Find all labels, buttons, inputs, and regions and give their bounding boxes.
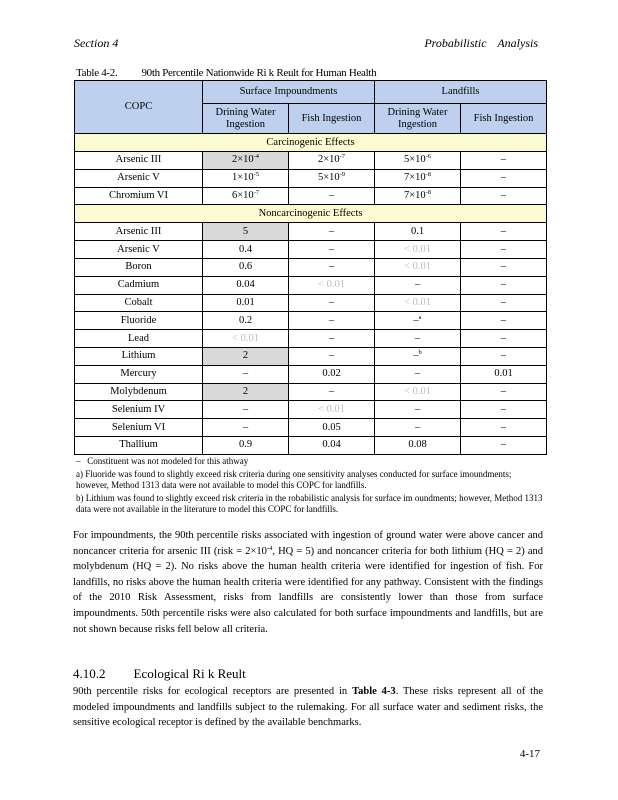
value-cell: < 0.01 [203,330,289,348]
table-row [75,383,547,401]
value-cell: – [289,294,375,312]
column-header: Drining Water Ingestion [375,104,461,134]
copc-cell: Chromium VI [75,187,203,205]
column-header: Drining Water Ingestion [203,104,289,134]
copc-cell: Selenium IV [75,401,203,419]
landfills-header: Landfills [375,81,547,104]
value-cell: – [461,187,547,205]
value-cell: 0.08 [375,436,461,454]
section-row-header: Noncarcinogenic Effects [75,205,547,223]
value-cell: 5 [203,223,289,241]
value-cell: – [375,276,461,294]
copc-cell: Selenium VI [75,419,203,437]
value-cell: $1\times 10^{-5}$ [203,169,289,187]
copc-cell: Arsenic V [75,241,203,259]
table-row [75,276,547,294]
value-cell: < 0.01 [289,276,375,294]
value-cell: – [375,330,461,348]
copc-cell: Boron [75,258,203,276]
value-cell: – [289,258,375,276]
value-cell: 2 [203,347,289,365]
value-cell: < 0.01 [289,401,375,419]
table-row [75,294,547,312]
value-cell: 0.4 [203,241,289,259]
copc-cell: Molybdenum [75,383,203,401]
value-cell: – [461,401,547,419]
value-cell: 0.01 [203,294,289,312]
value-cell: –$^b$ [375,347,461,365]
value-cell: < 0.01 [375,383,461,401]
value-cell: – [375,401,461,419]
value-cell: 0.01 [461,365,547,383]
table-row [75,312,547,330]
copc-cell: Mercury [75,365,203,383]
section-heading: 4.10.2 Ecological Ri k Reult [73,666,246,681]
note-a: a) Fluoride was found to slightly exceed risk criteria during one sensitivity analyses conducted for surface imoundments; however, Method 1313 data were not available to model this COPC for landfills. [76,468,512,490]
table-reference-link: Table 4-3 [352,686,396,697]
table-row [75,330,547,348]
copc-cell: Fluoride [75,312,203,330]
table-title: 90th Percentile Nationwide Ri k Reult for Human Health [141,67,377,79]
value-cell: 0.05 [289,419,375,437]
value-cell: – [461,169,547,187]
value-cell: – [461,330,547,348]
value-cell: – [461,436,547,454]
value-cell: – [461,223,547,241]
value-cell: $2\times 10^{-4}$ [203,152,289,170]
note-b: b) Lithium was found to slightly exceed risk criteria in the robabilistic analysis for surface im oundments; however, Method 1313 data were not available in the literature to model this COPC for landfills. [76,492,543,514]
value-cell: – [289,383,375,401]
value-cell: $2\times 10^{-7}$ [289,152,375,170]
copc-cell: Arsenic V [75,169,203,187]
human-health-paragraph: For impoundments, the 90th percentile risks associated with ingestion of ground water were above cancer and noncancer criteria for arsenic III (risk = $2\times 10^{-4}$, HQ = 5) and noncancer criteria for both lithium (HQ = 2) and molybdenum (HQ = 2). No risks above the human health criteria were identified for ingestion of fish. For landfills, no risks above the human health criteria were identified for any pathway. Consistent with the findings of the 2010 Risk Assessment, risks from landfills are consistently lower than those from surface impoundments. 50th percentile risks were also calculated for both surface impoundments and landfills, but are not shown because risks fell below all criteria. [73,530,543,635]
table-caption [76,67,400,79]
copc-cell: Lead [75,330,203,348]
table-notes [76,456,546,517]
value-cell: – [289,312,375,330]
table-row [75,258,547,276]
copc-cell: Thallium [75,436,203,454]
value-cell: – [461,258,547,276]
value-cell: $5\times 10^{-6}$ [375,152,461,170]
value-cell: – [461,419,547,437]
running-header-section: Section 4 [74,36,119,50]
column-header: Fish Ingestion [289,104,375,134]
value-cell: – [461,276,547,294]
note-not-modeled: – Constituent was not modeled for this athway [76,456,249,466]
value-cell: 2 [203,383,289,401]
table-row [75,241,547,259]
value-cell: 0.2 [203,312,289,330]
value-cell: – [203,401,289,419]
value-cell: – [203,419,289,437]
table-row [75,436,547,454]
value-cell: 0.1 [375,223,461,241]
copc-cell: Lithium [75,347,203,365]
copc-cell: Arsenic III [75,223,203,241]
copc-header: COPC [75,81,203,134]
value-cell: – [461,312,547,330]
value-cell: 0.02 [289,365,375,383]
table-row [75,152,547,170]
value-cell: 0.9 [203,436,289,454]
copc-cell: Cadmium [75,276,203,294]
value-cell: – [289,241,375,259]
table-row [75,419,547,437]
value-cell: < 0.01 [375,294,461,312]
value-cell: $6\times 10^{-7}$ [203,187,289,205]
value-cell: 0.04 [203,276,289,294]
page-number: 4-17 [519,748,540,760]
value-cell: – [289,347,375,365]
risk-results-table [74,80,547,455]
table-row [75,169,547,187]
copc-cell: Arsenic III [75,152,203,170]
value-cell: –$^a$ [375,312,461,330]
column-header: Fish Ingestion [461,104,547,134]
value-cell: – [461,347,547,365]
value-cell: – [289,330,375,348]
value-cell: 0.04 [289,436,375,454]
table-row [75,365,547,383]
value-cell: < 0.01 [375,241,461,259]
table-row [75,401,547,419]
value-cell: $7\times 10^{-8}$ [375,169,461,187]
copc-cell: Cobalt [75,294,203,312]
table-number: Table 4-2. [76,67,118,79]
value-cell: 0.6 [203,258,289,276]
table-row [75,347,547,365]
value-cell: – [289,187,375,205]
running-header-title: Probabilistic Analysis [424,36,538,50]
ecological-paragraph: 90th percentile risks for ecological receptors are presented in Table 4-3. These risks represent all of the modeled impoundments and landfills subject to the rulemaking. For all surface water and sediment risks, the sensitive ecological receptor is defined by the available benchmarks. [73,686,543,729]
value-cell: – [461,294,547,312]
value-cell: – [461,383,547,401]
value-cell: $7\times 10^{-8}$ [375,187,461,205]
value-cell: $5\times 10^{-9}$ [289,169,375,187]
table-row [75,187,547,205]
value-cell: – [203,365,289,383]
surface-impoundments-header: Surface Impoundments [203,81,375,104]
value-cell: < 0.01 [375,258,461,276]
value-cell: – [375,365,461,383]
value-cell: – [461,152,547,170]
value-cell: – [375,419,461,437]
section-row-header: Carcinogenic Effects [75,134,547,152]
value-cell: – [461,241,547,259]
value-cell: – [289,223,375,241]
table-row [75,223,547,241]
